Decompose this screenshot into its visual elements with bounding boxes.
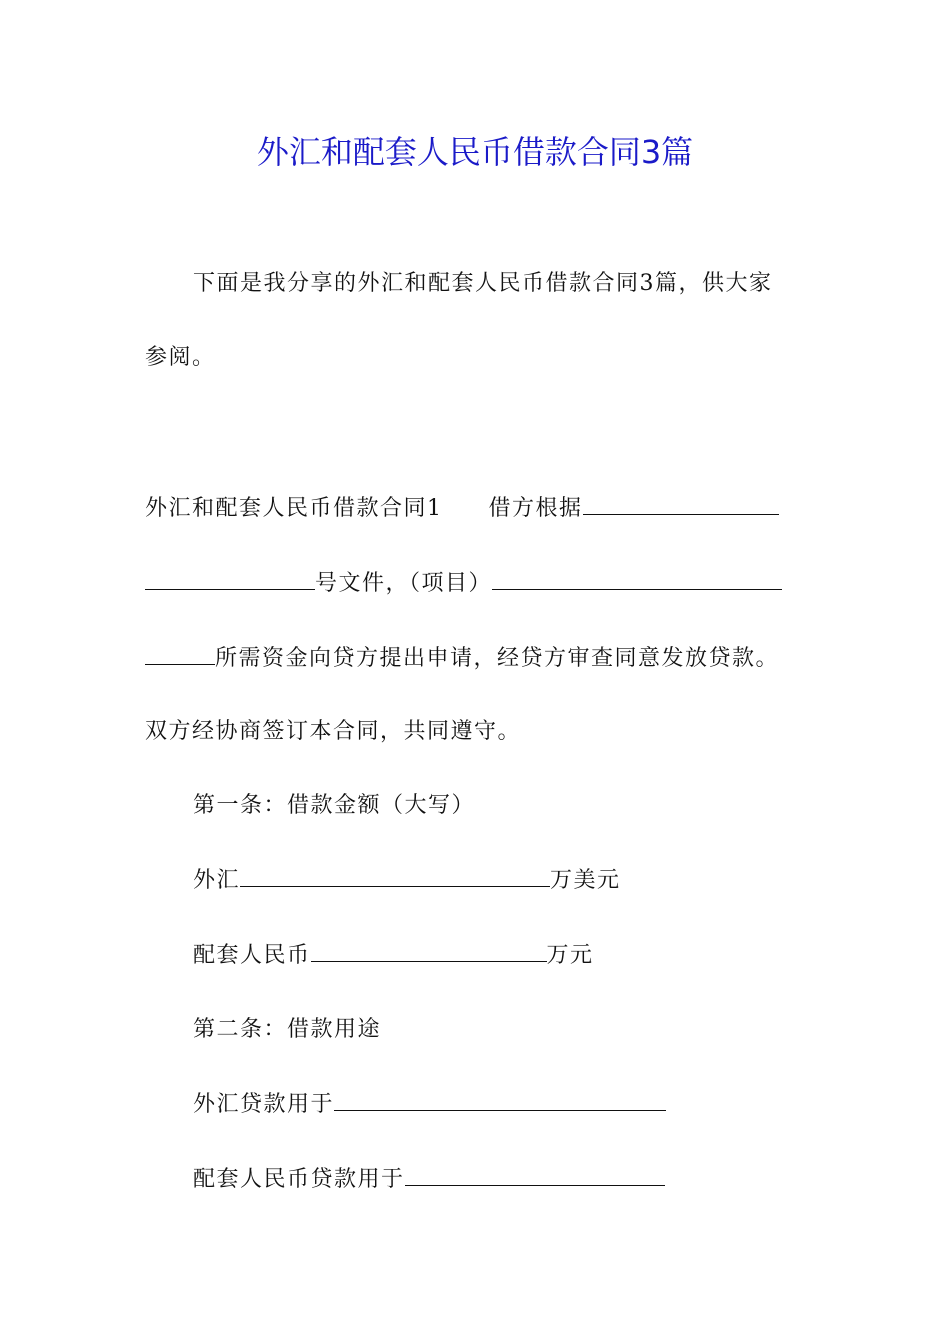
intro-line-2: 参阅。 — [145, 345, 216, 370]
fx-label: 外汇 — [193, 868, 241, 893]
clause-text: 号文件，（项目） — [315, 571, 493, 596]
paragraph-line — [145, 640, 810, 677]
rmb-use-line — [193, 1161, 810, 1198]
rmb-use-label: 配套人民币贷款用于 — [193, 1167, 405, 1192]
intro-line-1: 下面是我分享的外汇和配套人民币借款合同3篇，供大家 — [193, 271, 773, 296]
rmb-amount-line — [193, 937, 810, 974]
fx-amount-line — [193, 862, 810, 899]
fill-blank — [583, 490, 779, 515]
clause-text: 借方根据 — [488, 496, 583, 521]
paragraph-line: 双方经协商签订本合同，共同遵守。 — [145, 719, 522, 744]
fill-blank — [405, 1161, 665, 1186]
fill-blank — [334, 1086, 666, 1111]
paragraph-line — [145, 565, 810, 602]
fill-blank — [145, 640, 215, 665]
rmb-label: 配套人民币 — [193, 943, 311, 968]
fx-use-line — [193, 1086, 810, 1123]
contract-heading-line — [145, 490, 810, 527]
fill-blank — [240, 862, 550, 887]
page-title: 外汇和配套人民币借款合同3篇 — [256, 133, 694, 171]
fill-blank — [311, 937, 547, 962]
fill-blank — [145, 565, 315, 590]
rmb-unit: 万元 — [546, 943, 594, 968]
fill-blank — [492, 565, 782, 590]
article-1-heading: 第一条：借款金额（大写） — [193, 793, 476, 818]
fx-unit: 万美元 — [550, 868, 621, 893]
contract-heading: 外汇和配套人民币借款合同1 — [145, 496, 443, 521]
fx-use-label: 外汇贷款用于 — [193, 1092, 335, 1117]
article-2-heading: 第二条：借款用途 — [193, 1017, 382, 1042]
clause-text: 所需资金向贷方提出申请，经贷方审查同意发放贷款。 — [215, 646, 780, 671]
